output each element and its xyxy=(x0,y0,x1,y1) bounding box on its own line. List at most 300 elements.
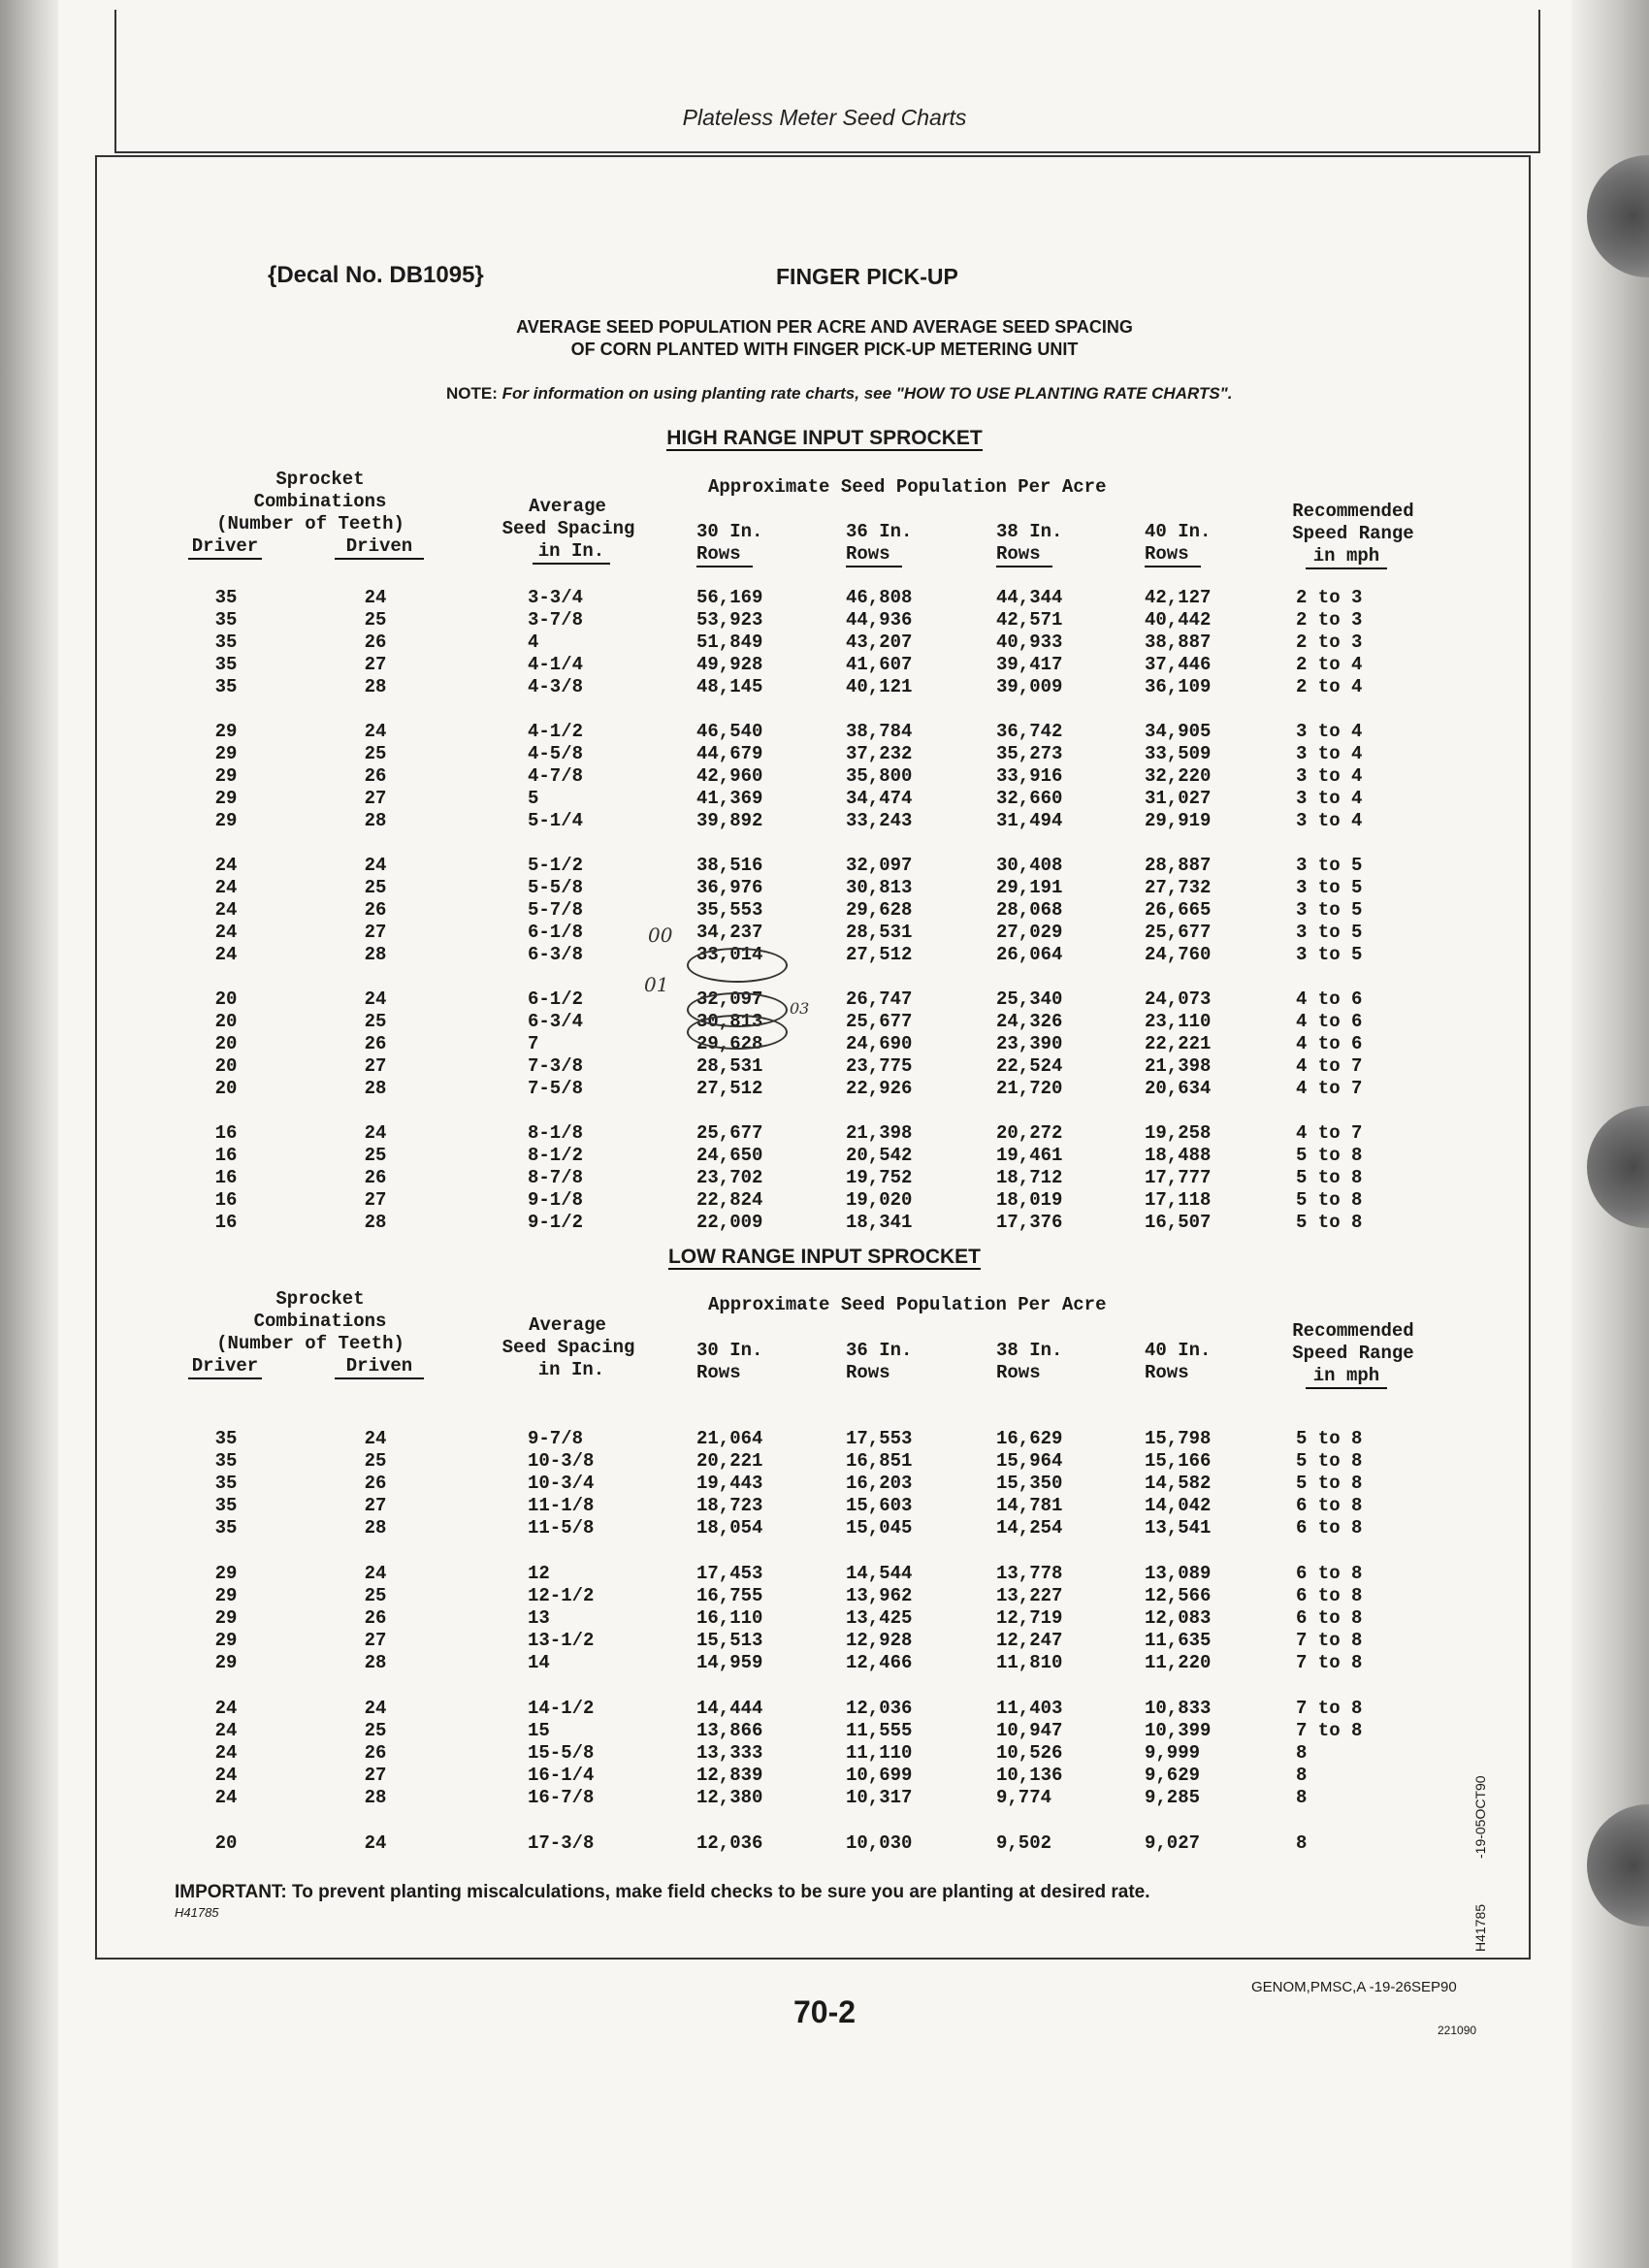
table-row xyxy=(0,988,1649,1011)
cell-driven: 26 xyxy=(364,1167,387,1188)
table-row xyxy=(0,899,1649,922)
cell-driven: 25 xyxy=(364,609,387,631)
cell-pop-40in: 9,027 xyxy=(1145,1832,1201,1854)
cell-pop-40in: 15,798 xyxy=(1145,1428,1212,1449)
cell-pop-30in: 35,553 xyxy=(696,899,763,921)
cell-pop-38in: 15,964 xyxy=(996,1450,1063,1472)
cell-driver: 35 xyxy=(214,1517,238,1539)
cell-pop-30in: 13,333 xyxy=(696,1742,763,1764)
note-text: For information on using planting rate charts, see "HOW TO USE PLANTING RATE CHARTS". xyxy=(501,384,1233,403)
cell-driver: 24 xyxy=(214,1698,238,1719)
important-label: IMPORTANT: xyxy=(175,1882,287,1902)
cell-speed-range: 3 to 5 xyxy=(1296,877,1363,898)
cell-spacing: 4-7/8 xyxy=(528,765,584,787)
cell-pop-40in: 9,999 xyxy=(1145,1742,1201,1764)
cell-pop-40in: 22,221 xyxy=(1145,1033,1212,1054)
cell-driven: 25 xyxy=(364,1450,387,1472)
cell-pop-38in: 10,947 xyxy=(996,1720,1063,1741)
cell-pop-30in: 17,453 xyxy=(696,1563,763,1584)
cell-spacing: 3-3/4 xyxy=(528,587,584,608)
cell-pop-36in: 22,926 xyxy=(846,1078,913,1099)
table-row xyxy=(0,1720,1649,1742)
header-40in: 40 In. xyxy=(1145,521,1212,542)
note-label: NOTE: xyxy=(446,384,498,403)
cell-pop-36in: 11,555 xyxy=(846,1720,913,1741)
cell-pop-36in: 44,936 xyxy=(846,609,913,631)
cell-pop-36in: 20,542 xyxy=(846,1145,913,1166)
cell-pop-40in: 26,665 xyxy=(1145,899,1212,921)
cell-pop-38in: 40,933 xyxy=(996,632,1063,653)
cell-spacing: 7-5/8 xyxy=(528,1078,584,1099)
cell-pop-30in: 48,145 xyxy=(696,676,763,697)
cell-speed-range: 2 to 3 xyxy=(1296,609,1363,631)
cell-driven: 27 xyxy=(364,788,387,809)
cell-pop-40in: 14,582 xyxy=(1145,1473,1212,1494)
cell-pop-36in: 15,045 xyxy=(846,1517,913,1539)
cell-spacing: 4-5/8 xyxy=(528,743,584,764)
cell-pop-40in: 33,509 xyxy=(1145,743,1212,764)
cell-pop-38in: 19,461 xyxy=(996,1145,1063,1166)
table-row xyxy=(0,1495,1649,1517)
cell-driven: 26 xyxy=(364,899,387,921)
chart-title: FINGER PICK-UP xyxy=(776,264,958,289)
cell-pop-36in: 33,243 xyxy=(846,810,913,831)
cell-pop-36in: 10,317 xyxy=(846,1787,913,1808)
header-driven: Driven xyxy=(335,535,424,560)
header-driver: Driver xyxy=(188,1355,262,1379)
cell-spacing: 15-5/8 xyxy=(528,1742,595,1764)
cell-speed-range: 5 to 8 xyxy=(1296,1189,1363,1211)
header-driven: Driven xyxy=(335,1355,424,1379)
table-row xyxy=(0,1742,1649,1765)
cell-spacing: 5-1/4 xyxy=(528,810,584,831)
cell-speed-range: 3 to 4 xyxy=(1296,788,1363,809)
cell-speed-range: 7 to 8 xyxy=(1296,1652,1363,1673)
header-number-of-teeth: (Number of Teeth) xyxy=(216,1333,404,1354)
cell-pop-36in: 11,110 xyxy=(846,1742,913,1764)
cell-pop-36in: 13,425 xyxy=(846,1607,913,1629)
cell-pop-36in: 29,628 xyxy=(846,899,913,921)
cell-speed-range: 8 xyxy=(1296,1742,1308,1764)
cell-pop-38in: 44,344 xyxy=(996,587,1063,608)
header-rows: Rows xyxy=(996,543,1052,567)
cell-driver: 35 xyxy=(214,1473,238,1494)
cell-pop-30in: 46,540 xyxy=(696,721,763,742)
cell-driven: 27 xyxy=(364,1630,387,1651)
table-row xyxy=(0,654,1649,676)
cell-speed-range: 4 to 7 xyxy=(1296,1055,1363,1077)
cell-driver: 35 xyxy=(214,676,238,697)
cell-spacing: 9-1/8 xyxy=(528,1189,584,1211)
header-combinations: Combinations xyxy=(253,1311,387,1332)
cell-spacing: 11-5/8 xyxy=(528,1517,595,1539)
cell-driven: 28 xyxy=(364,1787,387,1808)
table-row xyxy=(0,1145,1649,1167)
table-row xyxy=(0,1585,1649,1607)
cell-driver: 35 xyxy=(214,587,238,608)
cell-pop-40in: 40,442 xyxy=(1145,609,1212,631)
cell-spacing: 17-3/8 xyxy=(528,1832,595,1854)
header-in-in: in In. xyxy=(537,1359,605,1380)
cell-pop-30in: 12,380 xyxy=(696,1787,763,1808)
cell-driver: 24 xyxy=(214,1720,238,1741)
cell-speed-range: 5 to 8 xyxy=(1296,1167,1363,1188)
cell-speed-range: 7 to 8 xyxy=(1296,1720,1363,1741)
cell-pop-38in: 26,064 xyxy=(996,944,1063,965)
cell-spacing: 7 xyxy=(528,1033,539,1054)
cell-driver: 24 xyxy=(214,922,238,943)
table-row xyxy=(0,1167,1649,1189)
cell-pop-36in: 28,531 xyxy=(846,922,913,943)
cell-pop-38in: 39,009 xyxy=(996,676,1063,697)
cell-pop-30in: 32,097 xyxy=(696,988,763,1010)
cell-pop-38in: 30,408 xyxy=(996,855,1063,876)
cell-pop-38in: 9,774 xyxy=(996,1787,1052,1808)
cell-driver: 16 xyxy=(214,1145,238,1166)
cell-pop-38in: 15,350 xyxy=(996,1473,1063,1494)
table-row xyxy=(0,1630,1649,1652)
cell-driven: 25 xyxy=(364,1720,387,1741)
cell-speed-range: 6 to 8 xyxy=(1296,1495,1363,1516)
cell-pop-30in: 44,679 xyxy=(696,743,763,764)
cell-driver: 16 xyxy=(214,1189,238,1211)
cell-driven: 26 xyxy=(364,1033,387,1054)
cell-driven: 28 xyxy=(364,1212,387,1233)
cell-spacing: 10-3/4 xyxy=(528,1473,595,1494)
cell-pop-38in: 27,029 xyxy=(996,922,1063,943)
cell-pop-40in: 24,760 xyxy=(1145,944,1212,965)
cell-pop-38in: 22,524 xyxy=(996,1055,1063,1077)
cell-pop-40in: 21,398 xyxy=(1145,1055,1212,1077)
important-text: To prevent planting miscalculations, make field checks to be sure you are planting at desired rate. xyxy=(292,1882,1150,1902)
table-row xyxy=(0,1652,1649,1674)
cell-pop-30in: 13,866 xyxy=(696,1720,763,1741)
cell-driven: 25 xyxy=(364,877,387,898)
cell-speed-range: 4 to 6 xyxy=(1296,1011,1363,1032)
header-36in: 36 In. xyxy=(846,1340,913,1361)
header-combinations: Combinations xyxy=(253,491,387,512)
table-row xyxy=(0,1055,1649,1078)
cell-pop-38in: 11,810 xyxy=(996,1652,1063,1673)
header-seed-spacing: Seed Spacing xyxy=(501,1337,635,1358)
cell-pop-30in: 30,813 xyxy=(696,1011,763,1032)
cell-spacing: 10-3/8 xyxy=(528,1450,595,1472)
cell-pop-30in: 27,512 xyxy=(696,1078,763,1099)
page-header-title: Plateless Meter Seed Charts xyxy=(682,105,967,130)
cell-driver: 20 xyxy=(214,988,238,1010)
cell-spacing: 4-3/8 xyxy=(528,676,584,697)
cell-driver: 35 xyxy=(214,1495,238,1516)
cell-pop-38in: 39,417 xyxy=(996,654,1063,675)
cell-pop-40in: 12,566 xyxy=(1145,1585,1212,1606)
cell-pop-40in: 42,127 xyxy=(1145,587,1212,608)
cell-pop-38in: 36,742 xyxy=(996,721,1063,742)
cell-pop-30in: 18,723 xyxy=(696,1495,763,1516)
cell-speed-range: 3 to 4 xyxy=(1296,765,1363,787)
cell-spacing: 9-7/8 xyxy=(528,1428,584,1449)
cell-driver: 20 xyxy=(214,1033,238,1054)
cell-pop-38in: 18,712 xyxy=(996,1167,1063,1188)
cell-pop-30in: 56,169 xyxy=(696,587,763,608)
cell-pop-36in: 15,603 xyxy=(846,1495,913,1516)
cell-speed-range: 2 to 4 xyxy=(1296,654,1363,675)
high-range-title: HIGH RANGE INPUT SPROCKET xyxy=(666,427,983,449)
chart-subtitle-1: AVERAGE SEED POPULATION PER ACRE AND AVERAGE SEED SPACING xyxy=(516,317,1133,337)
cell-pop-30in: 36,976 xyxy=(696,877,763,898)
cell-driven: 24 xyxy=(364,1563,387,1584)
cell-speed-range: 4 to 6 xyxy=(1296,1033,1363,1054)
cell-spacing: 13-1/2 xyxy=(528,1630,595,1651)
cell-pop-40in: 28,887 xyxy=(1145,855,1212,876)
cell-pop-36in: 12,036 xyxy=(846,1698,913,1719)
cell-driven: 28 xyxy=(364,1078,387,1099)
cell-pop-38in: 10,136 xyxy=(996,1765,1063,1786)
cell-driver: 24 xyxy=(214,944,238,965)
cell-pop-30in: 39,892 xyxy=(696,810,763,831)
cell-pop-30in: 29,628 xyxy=(696,1033,763,1054)
header-38in: 38 In. xyxy=(996,1340,1063,1361)
cell-driven: 24 xyxy=(364,855,387,876)
cell-speed-range: 3 to 5 xyxy=(1296,944,1363,965)
cell-pop-40in: 9,629 xyxy=(1145,1765,1201,1786)
cell-pop-40in: 13,089 xyxy=(1145,1563,1212,1584)
cell-pop-30in: 16,110 xyxy=(696,1607,763,1629)
cell-pop-30in: 38,516 xyxy=(696,855,763,876)
cell-pop-36in: 38,784 xyxy=(846,721,913,742)
cell-speed-range: 5 to 8 xyxy=(1296,1428,1363,1449)
cell-speed-range: 4 to 7 xyxy=(1296,1122,1363,1144)
cell-pop-36in: 19,020 xyxy=(846,1189,913,1211)
cell-pop-40in: 27,732 xyxy=(1145,877,1212,898)
table-row xyxy=(0,721,1649,743)
handwritten-note: 01 xyxy=(644,973,669,996)
cell-driver: 29 xyxy=(214,721,238,742)
bottom-code: 221090 xyxy=(1438,2024,1477,2037)
table-row xyxy=(0,1450,1649,1473)
header-30in: 30 In. xyxy=(696,1340,763,1361)
important-note xyxy=(175,1882,1150,1903)
cell-spacing: 5-7/8 xyxy=(528,899,584,921)
cell-pop-38in: 12,719 xyxy=(996,1607,1063,1629)
cell-driver: 29 xyxy=(214,788,238,809)
cell-driver: 29 xyxy=(214,810,238,831)
cell-pop-38in: 11,403 xyxy=(996,1698,1063,1719)
cell-pop-40in: 9,285 xyxy=(1145,1787,1201,1808)
cell-speed-range: 8 xyxy=(1296,1832,1308,1854)
header-sprocket: Sprocket xyxy=(275,469,365,490)
footer-code: GENOM,PMSC,A -19-26SEP90 xyxy=(1251,1979,1457,1995)
cell-driver: 29 xyxy=(214,1630,238,1651)
cell-pop-38in: 31,494 xyxy=(996,810,1063,831)
cell-spacing: 12 xyxy=(528,1563,550,1584)
header-rule-right xyxy=(1538,10,1540,153)
cell-spacing: 4 xyxy=(528,632,539,653)
cell-speed-range: 3 to 4 xyxy=(1296,810,1363,831)
cell-driver: 29 xyxy=(214,1585,238,1606)
cell-driven: 28 xyxy=(364,944,387,965)
header-rows: Rows xyxy=(1145,1362,1189,1383)
decal-number: {Decal No. DB1095} xyxy=(268,262,484,288)
cell-driven: 27 xyxy=(364,922,387,943)
cell-pop-36in: 16,203 xyxy=(846,1473,913,1494)
handwritten-circle xyxy=(687,948,788,983)
table-row xyxy=(0,1189,1649,1212)
cell-pop-40in: 31,027 xyxy=(1145,788,1212,809)
cell-pop-30in: 28,531 xyxy=(696,1055,763,1077)
cell-speed-range: 2 to 3 xyxy=(1296,632,1363,653)
cell-speed-range: 6 to 8 xyxy=(1296,1517,1363,1539)
cell-pop-40in: 25,677 xyxy=(1145,922,1212,943)
header-in-mph: in mph xyxy=(1306,1365,1387,1389)
cell-driven: 25 xyxy=(364,1145,387,1166)
cell-pop-36in: 10,699 xyxy=(846,1765,913,1786)
cell-spacing: 16-7/8 xyxy=(528,1787,595,1808)
cell-pop-40in: 11,635 xyxy=(1145,1630,1212,1651)
cell-pop-40in: 10,399 xyxy=(1145,1720,1212,1741)
header-average: Average xyxy=(529,496,606,517)
cell-pop-30in: 18,054 xyxy=(696,1517,763,1539)
cell-pop-36in: 21,398 xyxy=(846,1122,913,1144)
cell-spacing: 14-1/2 xyxy=(528,1698,595,1719)
table-row xyxy=(0,1033,1649,1055)
cell-pop-36in: 43,207 xyxy=(846,632,913,653)
cell-pop-38in: 13,227 xyxy=(996,1585,1063,1606)
cell-pop-30in: 22,009 xyxy=(696,1212,763,1233)
cell-speed-range: 6 to 8 xyxy=(1296,1607,1363,1629)
cell-driver: 24 xyxy=(214,855,238,876)
table-row xyxy=(0,676,1649,698)
cell-driver: 35 xyxy=(214,1428,238,1449)
cell-pop-40in: 36,109 xyxy=(1145,676,1212,697)
table-row xyxy=(0,1787,1649,1809)
cell-spacing: 8-7/8 xyxy=(528,1167,584,1188)
cell-pop-38in: 10,526 xyxy=(996,1742,1063,1764)
cell-spacing: 5-1/2 xyxy=(528,855,584,876)
cell-driven: 26 xyxy=(364,1742,387,1764)
cell-driver: 29 xyxy=(214,1607,238,1629)
table-row xyxy=(0,1563,1649,1585)
cell-pop-36in: 24,690 xyxy=(846,1033,913,1054)
header-rule xyxy=(114,151,1540,153)
table-row xyxy=(0,1078,1649,1100)
table-row xyxy=(0,944,1649,966)
cell-pop-36in: 26,747 xyxy=(846,988,913,1010)
cell-pop-40in: 17,777 xyxy=(1145,1167,1212,1188)
table-row xyxy=(0,788,1649,810)
header-40in: 40 In. xyxy=(1145,1340,1212,1361)
cell-pop-36in: 18,341 xyxy=(846,1212,913,1233)
cell-spacing: 9-1/2 xyxy=(528,1212,584,1233)
header-36in: 36 In. xyxy=(846,521,913,542)
cell-driven: 27 xyxy=(364,654,387,675)
cell-pop-36in: 23,775 xyxy=(846,1055,913,1077)
cell-pop-30in: 33,014 xyxy=(696,944,763,965)
cell-speed-range: 3 to 5 xyxy=(1296,899,1363,921)
cell-pop-36in: 46,808 xyxy=(846,587,913,608)
header-in-mph: in mph xyxy=(1306,545,1387,569)
cell-driver: 24 xyxy=(214,1765,238,1786)
cell-spacing: 3-7/8 xyxy=(528,609,584,631)
cell-driver: 24 xyxy=(214,899,238,921)
header-sprocket: Sprocket xyxy=(275,1288,365,1310)
cell-driver: 16 xyxy=(214,1167,238,1188)
cell-spacing: 11-1/8 xyxy=(528,1495,595,1516)
cell-driver: 20 xyxy=(214,1078,238,1099)
cell-speed-range: 2 to 3 xyxy=(1296,587,1363,608)
cell-pop-36in: 27,512 xyxy=(846,944,913,965)
cell-pop-40in: 32,220 xyxy=(1145,765,1212,787)
cell-driver: 16 xyxy=(214,1122,238,1144)
table-row xyxy=(0,1698,1649,1720)
cell-speed-range: 5 to 8 xyxy=(1296,1473,1363,1494)
cell-pop-30in: 51,849 xyxy=(696,632,763,653)
cell-driven: 25 xyxy=(364,743,387,764)
cell-pop-40in: 12,083 xyxy=(1145,1607,1212,1629)
cell-spacing: 5 xyxy=(528,788,539,809)
cell-driven: 27 xyxy=(364,1495,387,1516)
cell-spacing: 14 xyxy=(528,1652,550,1673)
cell-pop-30in: 12,036 xyxy=(696,1832,763,1854)
cell-driven: 26 xyxy=(364,1473,387,1494)
header-rule-left xyxy=(114,10,116,153)
cell-pop-36in: 14,544 xyxy=(846,1563,913,1584)
cell-speed-range: 8 xyxy=(1296,1765,1308,1786)
cell-pop-36in: 34,474 xyxy=(846,788,913,809)
cell-driver: 20 xyxy=(214,1055,238,1077)
cell-pop-38in: 29,191 xyxy=(996,877,1063,898)
chart-subtitle-2: OF CORN PLANTED WITH FINGER PICK-UP METERING UNIT xyxy=(570,340,1079,359)
header-speed-range: Speed Range xyxy=(1292,1343,1414,1364)
cell-pop-38in: 18,019 xyxy=(996,1189,1063,1211)
cell-driver: 20 xyxy=(214,1011,238,1032)
cell-speed-range: 5 to 8 xyxy=(1296,1450,1363,1472)
table-row xyxy=(0,1428,1649,1450)
cell-pop-36in: 19,752 xyxy=(846,1167,913,1188)
cell-pop-36in: 41,607 xyxy=(846,654,913,675)
cell-speed-range: 8 xyxy=(1296,1787,1308,1808)
cell-spacing: 8-1/8 xyxy=(528,1122,584,1144)
cell-pop-40in: 11,220 xyxy=(1145,1652,1212,1673)
side-code-2: H41785 xyxy=(1472,1903,1488,1952)
cell-pop-38in: 9,502 xyxy=(996,1832,1052,1854)
cell-spacing: 6-3/4 xyxy=(528,1011,584,1032)
cell-pop-36in: 35,800 xyxy=(846,765,913,787)
handwritten-note: 00 xyxy=(648,923,673,947)
cell-speed-range: 7 to 8 xyxy=(1296,1630,1363,1651)
cell-pop-40in: 15,166 xyxy=(1145,1450,1212,1472)
header-average: Average xyxy=(529,1314,606,1336)
cell-pop-38in: 14,781 xyxy=(996,1495,1063,1516)
cell-spacing: 7-3/8 xyxy=(528,1055,584,1077)
cell-pop-38in: 14,254 xyxy=(996,1517,1063,1539)
cell-driver: 24 xyxy=(214,1787,238,1808)
cell-driven: 28 xyxy=(364,676,387,697)
cell-pop-30in: 22,824 xyxy=(696,1189,763,1211)
cell-speed-range: 3 to 4 xyxy=(1296,743,1363,764)
cell-driver: 35 xyxy=(214,609,238,631)
cell-pop-30in: 49,928 xyxy=(696,654,763,675)
cell-pop-40in: 29,919 xyxy=(1145,810,1212,831)
note xyxy=(446,384,1232,404)
figure-code: H41785 xyxy=(175,1905,219,1920)
cell-pop-36in: 30,813 xyxy=(846,877,913,898)
cell-pop-36in: 17,553 xyxy=(846,1428,913,1449)
cell-pop-40in: 23,110 xyxy=(1145,1011,1212,1032)
cell-pop-36in: 25,677 xyxy=(846,1011,913,1032)
cell-pop-40in: 16,507 xyxy=(1145,1212,1212,1233)
cell-driven: 24 xyxy=(364,988,387,1010)
cell-pop-40in: 13,541 xyxy=(1145,1517,1212,1539)
